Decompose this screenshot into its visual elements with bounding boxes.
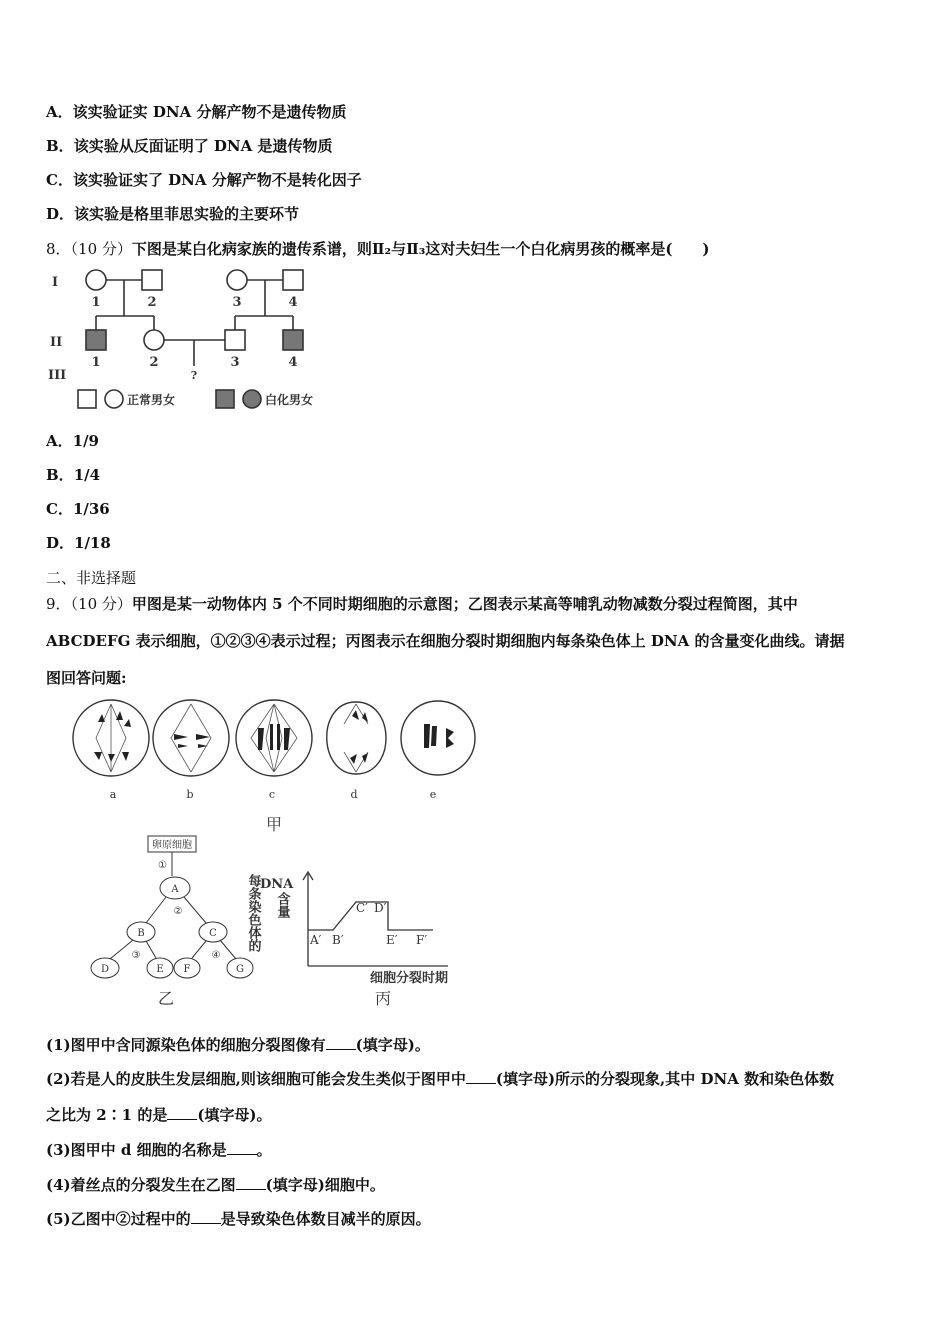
caption-yi: 乙 xyxy=(157,989,175,1008)
svg-text:C: C xyxy=(209,928,217,939)
q9-stem-line3: 图回答问题: xyxy=(46,669,127,687)
II2-female-normal xyxy=(144,330,164,350)
II4-male-albino xyxy=(283,330,303,350)
I1-female-normal xyxy=(86,270,106,290)
q9-stem-line1: 9．（10 分）甲图是某一动物体内 5 个不同时期细胞的示意图；乙图表示某高等哺乳动物减数分裂过程简图，其中 xyxy=(46,595,798,613)
caption-bing: 丙 xyxy=(374,989,392,1008)
q8-option-a: A．1/9 xyxy=(46,432,99,450)
yi-step-1: ① xyxy=(158,860,167,871)
q9-sub-1: (1)图甲中含同源染色体的细胞分裂图像有 (填字母)。 xyxy=(46,1036,430,1054)
svg-text:E: E xyxy=(156,964,164,975)
cell-label-c: c xyxy=(268,788,276,801)
legend-normal-label: 正常男女 xyxy=(127,393,176,407)
I3-female-normal xyxy=(227,270,247,290)
III-unknown: ? xyxy=(190,369,198,382)
yi-top-box: 卵原细胞 xyxy=(152,840,192,851)
svg-text:G: G xyxy=(236,964,244,975)
svg-text:B: B xyxy=(137,928,145,939)
legend-albino-label: 白化男女 xyxy=(265,393,314,407)
yi-step-4: ④ xyxy=(211,950,221,961)
cell-b xyxy=(153,700,229,776)
pedigree-figure xyxy=(46,266,346,416)
answer-blank-3[interactable] xyxy=(167,1105,197,1120)
cell-label-d: d xyxy=(350,788,358,801)
II3-number: 3 xyxy=(230,355,240,370)
svg-text:B′: B′ xyxy=(332,933,344,947)
svg-text:A′: A′ xyxy=(310,933,322,947)
cell-e xyxy=(401,701,475,775)
figure-jia xyxy=(66,694,486,839)
cell-c xyxy=(236,700,312,776)
cell-label-a: a xyxy=(109,788,117,801)
yi-step-2: ② xyxy=(173,906,183,917)
q7-option-a: A．该实验证实 DNA 分解产物不是遗传物质 xyxy=(46,103,347,121)
cell-label-e: e xyxy=(429,788,437,801)
legend-albino-male xyxy=(216,390,234,408)
q8-option-b: B．1/4 xyxy=(46,466,101,484)
II2-number: 2 xyxy=(149,355,159,370)
figure-bing xyxy=(245,868,478,1013)
section-title: 二、非选择题 xyxy=(46,569,137,587)
figure-yi xyxy=(86,832,256,1012)
answer-blank-4[interactable] xyxy=(227,1140,257,1155)
bing-ylabel-rest: 含量 xyxy=(274,892,290,918)
q9-sub-5: (5)乙图中②过程中的 是导致染色体数目减半的原因。 xyxy=(46,1210,431,1228)
q9-stem-line2: ABCDEFG 表示细胞，①②③④表示过程；丙图表示在细胞分裂时期细胞内每条染色体上 DNA 的含量变化曲线。请据 xyxy=(46,632,845,650)
answer-blank-1[interactable] xyxy=(326,1035,356,1050)
svg-text:D′: D′ xyxy=(374,901,387,915)
answer-blank-6[interactable] xyxy=(191,1209,221,1224)
gen-label-1: I xyxy=(52,275,59,290)
II4-number: 4 xyxy=(288,355,298,370)
bing-xlabel: 细胞分裂时期 xyxy=(370,971,449,986)
bing-ylabel-vertical: 每条染色体的 xyxy=(245,874,261,952)
q8-stem: 8．（10 分）下图是某白化病家族的遗传系谱，则Ⅱ₂与Ⅱ₃这对夫妇生一个白化病男孩的概率是( ) xyxy=(46,240,710,258)
caption-jia: 甲 xyxy=(265,815,283,834)
q9-sub-2-cont: 之比为 2∶1 的是 (填字母)。 xyxy=(46,1106,272,1124)
q9-sub-2: (2)若是人的皮肤生发层细胞,则该细胞可能会发生类似于图甲中 (填字母)所示的分裂现象,其中 DNA 数和染色体数 xyxy=(46,1070,835,1088)
legend-albino-female xyxy=(243,390,261,408)
svg-text:E′: E′ xyxy=(386,933,398,947)
yi-step-3: ③ xyxy=(131,950,141,961)
gen-label-3: III xyxy=(48,368,67,383)
q8-option-d: D．1/18 xyxy=(46,534,111,552)
II1-number: 1 xyxy=(91,355,101,370)
q9-sub-3: (3)图甲中 d 细胞的名称是 。 xyxy=(46,1141,272,1159)
I1-number: 1 xyxy=(91,295,101,310)
gen-label-2: II xyxy=(50,335,63,350)
I4-male-normal xyxy=(283,270,303,290)
answer-blank-5[interactable] xyxy=(236,1175,266,1190)
q7-option-d: D．该实验是格里菲思实验的主要环节 xyxy=(46,205,300,223)
q8-option-c: C．1/36 xyxy=(46,500,110,518)
svg-text:C′: C′ xyxy=(356,901,368,915)
q9-sub-4: (4)着丝点的分裂发生在乙图 (填字母)细胞中。 xyxy=(46,1176,385,1194)
svg-text:A: A xyxy=(171,884,179,895)
I3-number: 3 xyxy=(232,295,242,310)
bing-ylabel-dna: DNA xyxy=(260,877,294,892)
I2-number: 2 xyxy=(147,295,157,310)
svg-text:F: F xyxy=(183,964,191,975)
answer-blank-2[interactable] xyxy=(466,1069,496,1084)
svg-text:F′: F′ xyxy=(416,933,428,947)
dna-curve xyxy=(308,902,433,930)
svg-text:D: D xyxy=(100,964,110,975)
legend-normal-female xyxy=(105,390,123,408)
II3-male-normal xyxy=(225,330,245,350)
q7-option-c: C．该实验证实了 DNA 分解产物不是转化因子 xyxy=(46,171,362,189)
q7-option-b: B．该实验从反面证明了 DNA 是遗传物质 xyxy=(46,137,333,155)
legend-normal-male xyxy=(78,390,96,408)
I4-number: 4 xyxy=(288,295,298,310)
II1-male-albino xyxy=(86,330,106,350)
I2-male-normal xyxy=(142,270,162,290)
cell-label-b: b xyxy=(186,788,194,801)
